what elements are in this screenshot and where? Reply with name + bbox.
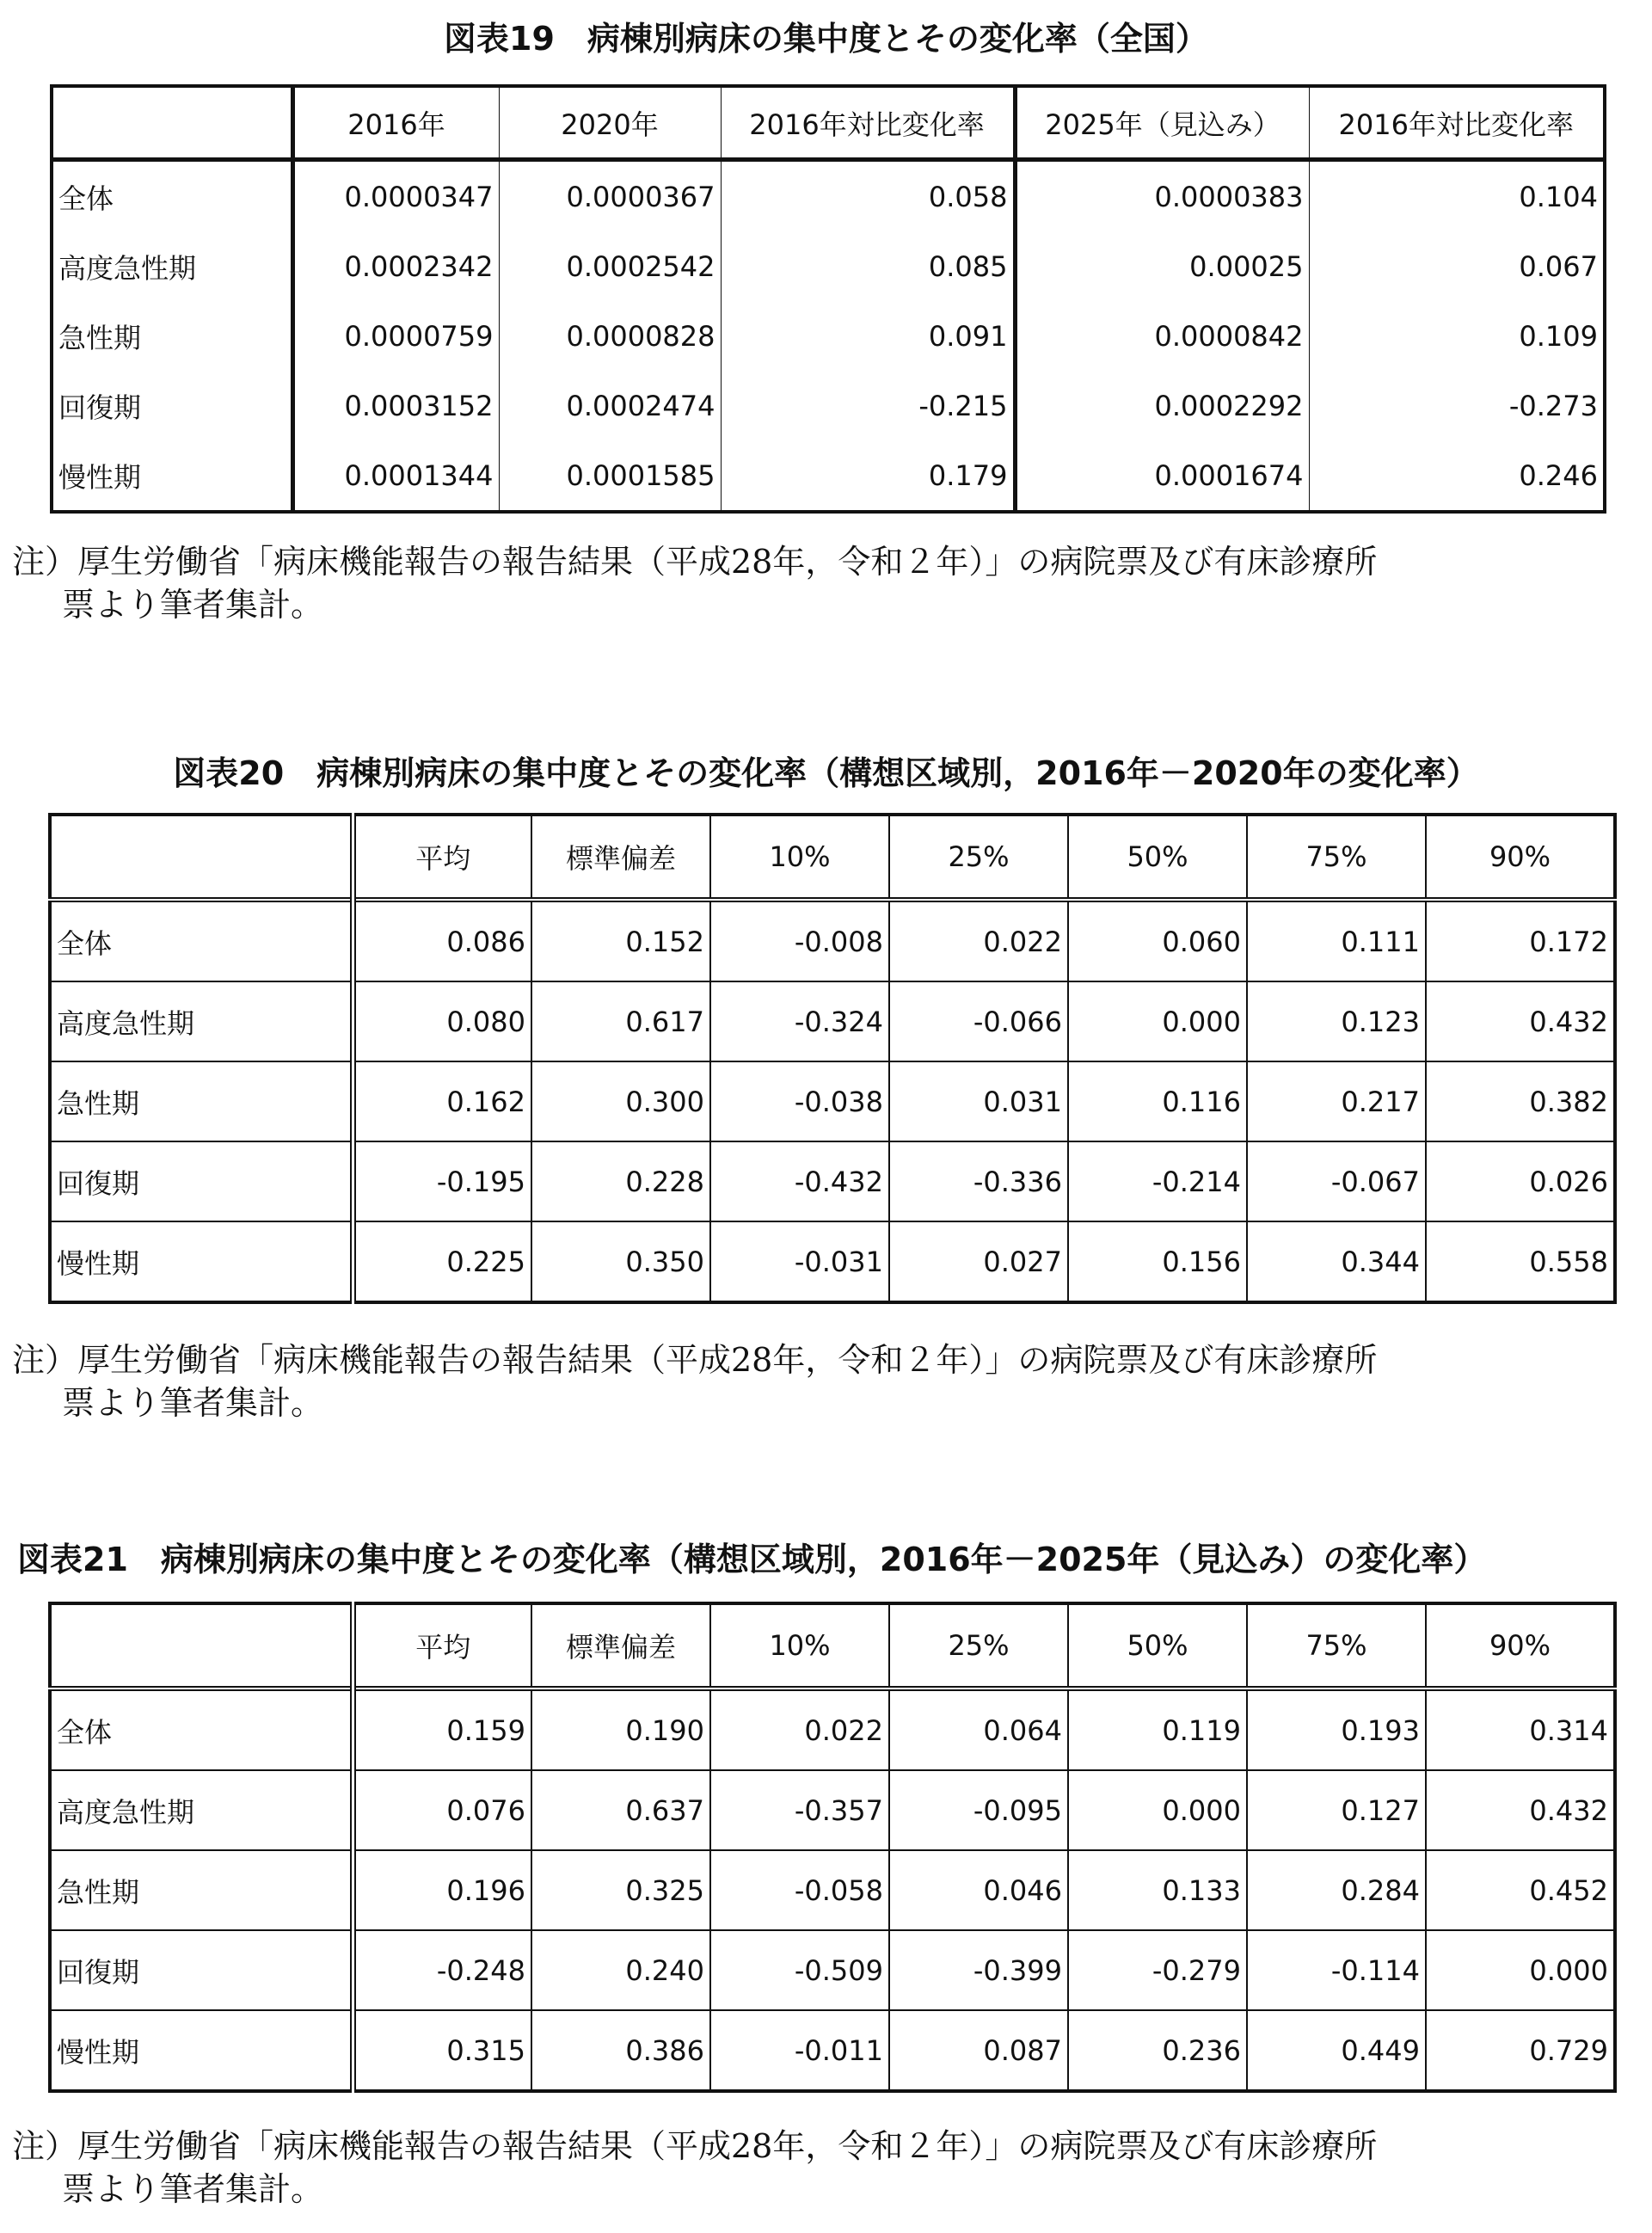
column-header: 90% [1426,815,1615,900]
header-corner-cell [52,86,292,160]
table-cell: 0.067 [1309,231,1605,301]
table-cell: 0.080 [353,981,531,1061]
note-line: 票より筆者集計。 [62,2170,324,2208]
table-cell: 0.109 [1309,301,1605,371]
column-header: 2016年対比変化率 [1309,86,1605,160]
row-label: 回復期 [50,1141,353,1221]
column-header: 2016年 [292,86,499,160]
table-cell: 0.116 [1068,1061,1247,1141]
table-cell: -0.357 [710,1770,889,1850]
table-row [52,440,1605,512]
table21-title: 図表21 病棟別病床の集中度とその変化率（構想区域別，2016年－2025年（見込み）の変化率） [17,1541,1487,1578]
table19-title: 図表19 病棟別病床の集中度とその変化率（全国） [444,20,1208,58]
table-cell: -0.336 [889,1141,1068,1221]
table-row [50,1221,1615,1302]
table-cell: -0.008 [710,900,889,981]
table-cell: 0.0000367 [499,160,721,232]
table-cell: -0.279 [1068,1930,1247,2010]
table-cell: 0.104 [1309,160,1605,232]
table-cell: 0.091 [721,301,1015,371]
table-cell: -0.509 [710,1930,889,2010]
table-row [52,371,1605,440]
table-cell: 0.031 [889,1061,1068,1141]
table-cell: 0.382 [1426,1061,1615,1141]
table-cell: -0.058 [710,1850,889,1930]
table-cell: 0.026 [1426,1141,1615,1221]
row-label: 回復期 [52,371,292,440]
table-row [50,1061,1615,1141]
column-header: 75% [1247,1603,1426,1689]
table-cell: 0.325 [531,1850,710,1930]
table-cell: 0.729 [1426,2010,1615,2091]
table-row [50,1770,1615,1850]
table-cell: 0.225 [353,1221,531,1302]
row-label: 慢性期 [50,2010,353,2091]
table-row [50,900,1615,981]
row-label: 急性期 [50,1850,353,1930]
table20-title: 図表20 病棟別病床の集中度とその変化率（構想区域別，2016年－2020年の変化率） [173,754,1479,792]
row-label: 全体 [52,160,292,232]
table-cell: 0.617 [531,981,710,1061]
table-cell: 0.000 [1068,1770,1247,1850]
table-cell: 0.0002474 [499,371,721,440]
column-header: 標準偏差 [531,815,710,900]
table-cell: 0.172 [1426,900,1615,981]
table-cell: -0.011 [710,2010,889,2091]
table19-note [12,540,1637,626]
row-label: 高度急性期 [50,1770,353,1850]
table-cell: 0.350 [531,1221,710,1302]
table-cell: 0.190 [531,1689,710,1770]
table-cell: -0.038 [710,1061,889,1141]
table-cell: 0.315 [353,2010,531,2091]
table-cell: 0.386 [531,2010,710,2091]
table-cell: 0.558 [1426,1221,1615,1302]
table-row [50,1141,1615,1221]
table20 [48,813,1617,1304]
table-cell: -0.324 [710,981,889,1061]
table-cell: 0.0000347 [292,160,499,232]
table-cell: 0.119 [1068,1689,1247,1770]
table-cell: -0.095 [889,1770,1068,1850]
table-cell: 0.058 [721,160,1015,232]
table-cell: 0.236 [1068,2010,1247,2091]
column-header: 標準偏差 [531,1603,710,1689]
table21 [48,1602,1617,2093]
table-cell: 0.0000383 [1015,160,1309,232]
header-corner-cell [50,1603,353,1689]
table-cell: 0.162 [353,1061,531,1141]
column-header: 75% [1247,815,1426,900]
table-cell: 0.159 [353,1689,531,1770]
table-cell: 0.432 [1426,981,1615,1061]
table-cell: 0.193 [1247,1689,1426,1770]
table-row [52,160,1605,232]
note-line: 票より筆者集計。 [62,586,324,624]
column-header: 90% [1426,1603,1615,1689]
table-cell: 0.087 [889,2010,1068,2091]
table-cell: -0.273 [1309,371,1605,440]
table-cell: 0.284 [1247,1850,1426,1930]
table-cell: 0.449 [1247,2010,1426,2091]
table-cell: 0.246 [1309,440,1605,512]
table-cell: 0.0000842 [1015,301,1309,371]
table-cell: 0.196 [353,1850,531,1930]
column-header: 平均 [353,815,531,900]
column-header: 2020年 [499,86,721,160]
table-cell: 0.127 [1247,1770,1426,1850]
table-cell: 0.0002542 [499,231,721,301]
table-row [52,231,1605,301]
table-cell: 0.085 [721,231,1015,301]
table-cell: 0.111 [1247,900,1426,981]
column-header: 50% [1068,1603,1247,1689]
column-header: 2025年（見込み） [1015,86,1309,160]
table-cell: 0.0002342 [292,231,499,301]
table-cell: 0.000 [1426,1930,1615,2010]
table-cell: 0.060 [1068,900,1247,981]
column-header: 2016年対比変化率 [721,86,1015,160]
table-cell: -0.399 [889,1930,1068,2010]
table-cell: 0.152 [531,900,710,981]
table-row [50,1689,1615,1770]
table-cell: 0.00025 [1015,231,1309,301]
table-cell: 0.452 [1426,1850,1615,1930]
header-corner-cell [50,815,353,900]
table-cell: -0.066 [889,981,1068,1061]
table-row [50,981,1615,1061]
row-label: 急性期 [52,301,292,371]
row-label: 高度急性期 [52,231,292,301]
column-header: 25% [889,815,1068,900]
column-header: 10% [710,815,889,900]
table20-note [12,1338,1637,1424]
table-cell: 0.086 [353,900,531,981]
header-row [52,86,1605,160]
column-header: 25% [889,1603,1068,1689]
table-cell: 0.300 [531,1061,710,1141]
table-cell: 0.0001585 [499,440,721,512]
table-cell: 0.022 [710,1689,889,1770]
column-header: 50% [1068,815,1247,900]
row-label: 回復期 [50,1930,353,2010]
row-label: 慢性期 [52,440,292,512]
table-cell: 0.076 [353,1770,531,1850]
column-header: 平均 [353,1603,531,1689]
table-cell: 0.240 [531,1930,710,2010]
table-cell: -0.067 [1247,1141,1426,1221]
table-cell: 0.217 [1247,1061,1426,1141]
table21-note [12,2125,1637,2211]
table-row [50,2010,1615,2091]
table-row [50,1850,1615,1930]
table-cell: 0.064 [889,1689,1068,1770]
table-cell: -0.214 [1068,1141,1247,1221]
table-cell: 0.156 [1068,1221,1247,1302]
table-cell: -0.195 [353,1141,531,1221]
table-cell: 0.027 [889,1221,1068,1302]
note-line: 注）厚生労働省「病床機能報告の報告結果（平成28年，令和２年）」の病院票及び有床診療所 [12,1341,1378,1379]
table-cell: -0.248 [353,1930,531,2010]
table-cell: 0.179 [721,440,1015,512]
row-label: 高度急性期 [50,981,353,1061]
table-cell: 0.432 [1426,1770,1615,1850]
table-cell: 0.022 [889,900,1068,981]
table-cell: 0.228 [531,1141,710,1221]
table-cell: -0.432 [710,1141,889,1221]
table-cell: 0.000 [1068,981,1247,1061]
note-line: 票より筆者集計。 [62,1384,324,1422]
table-cell: 0.0002292 [1015,371,1309,440]
table-cell: 0.0000759 [292,301,499,371]
table-cell: 0.123 [1247,981,1426,1061]
table-cell: 0.637 [531,1770,710,1850]
table-cell: -0.031 [710,1221,889,1302]
header-row [50,815,1615,900]
table-cell: 0.314 [1426,1689,1615,1770]
row-label: 急性期 [50,1061,353,1141]
table-cell: 0.0000828 [499,301,721,371]
table-row [50,1930,1615,2010]
table-cell: 0.344 [1247,1221,1426,1302]
table19 [50,84,1606,514]
table-cell: 0.133 [1068,1850,1247,1930]
table-row [52,301,1605,371]
table-cell: 0.046 [889,1850,1068,1930]
note-line: 注）厚生労働省「病床機能報告の報告結果（平成28年，令和２年）」の病院票及び有床診療所 [12,2127,1378,2165]
table-cell: 0.0001674 [1015,440,1309,512]
note-line: 注）厚生労働省「病床機能報告の報告結果（平成28年，令和２年）」の病院票及び有床診療所 [12,543,1378,581]
row-label: 全体 [50,900,353,981]
table-cell: -0.114 [1247,1930,1426,2010]
header-row [50,1603,1615,1689]
column-header: 10% [710,1603,889,1689]
table-cell: 0.0003152 [292,371,499,440]
table-cell: -0.215 [721,371,1015,440]
row-label: 全体 [50,1689,353,1770]
table-cell: 0.0001344 [292,440,499,512]
row-label: 慢性期 [50,1221,353,1302]
